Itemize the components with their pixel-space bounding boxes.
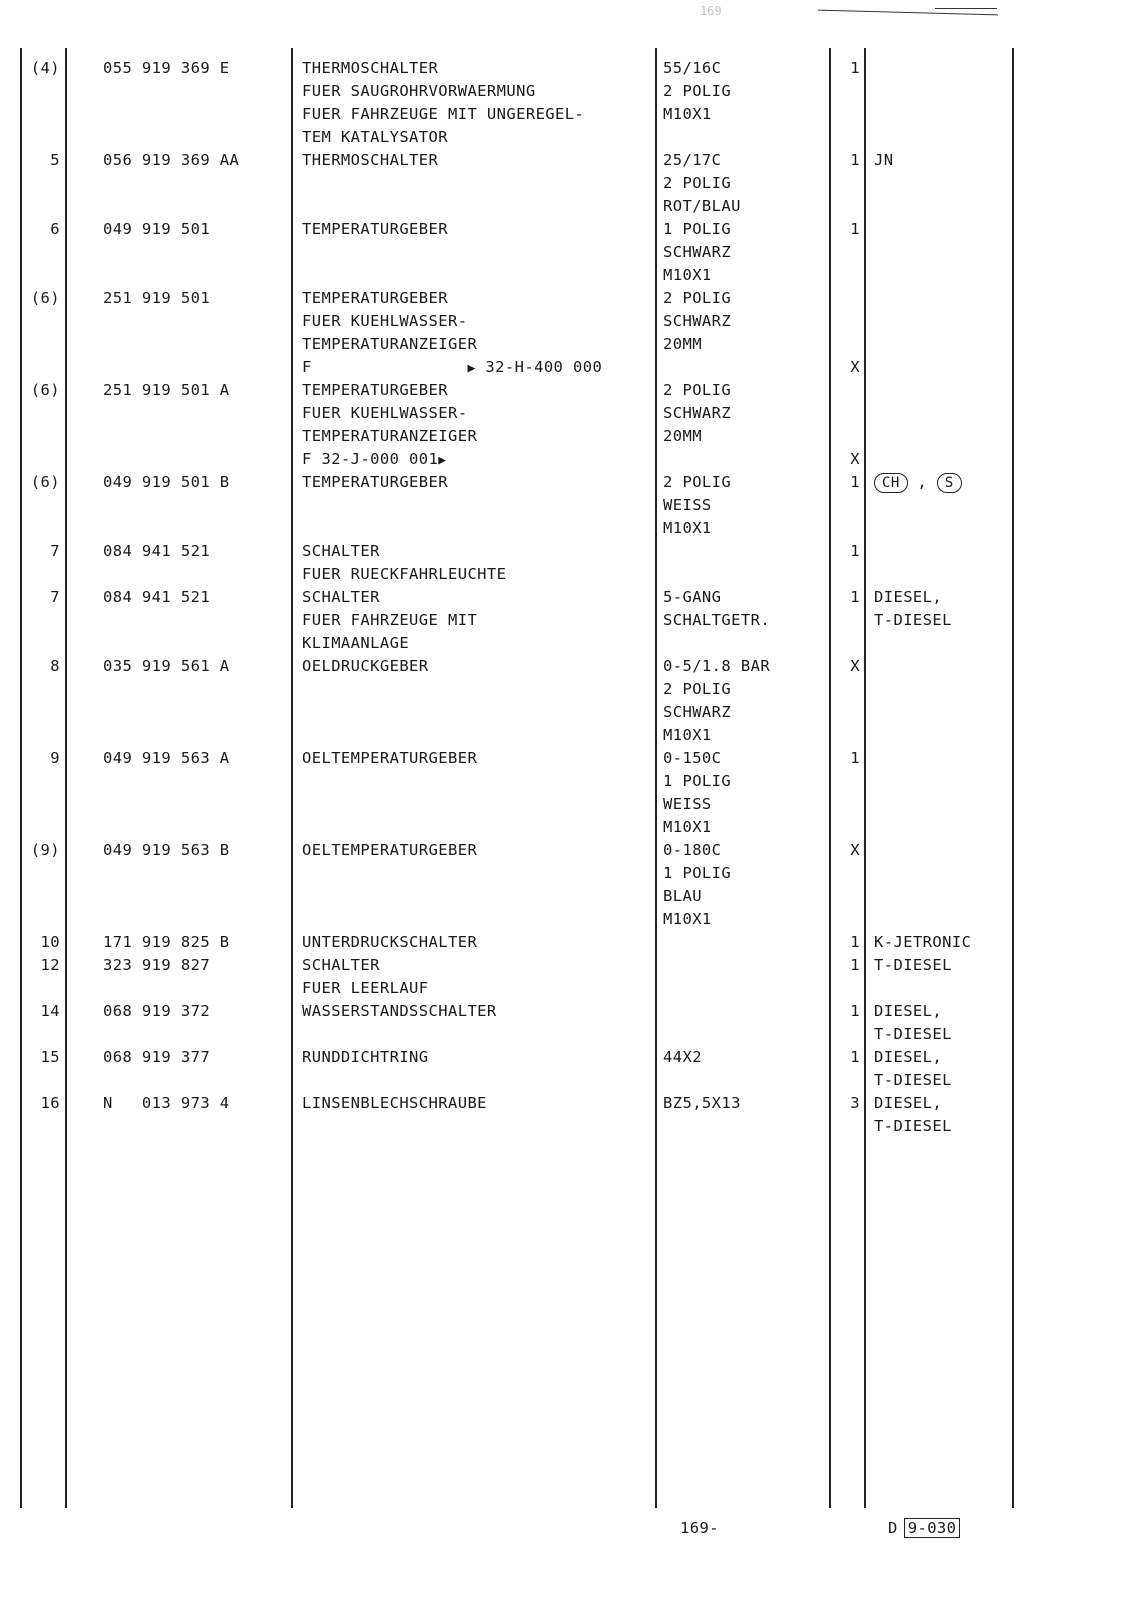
remark (874, 586, 952, 632)
position-number: 12 (40, 956, 60, 974)
remark-line: DIESEL, (874, 588, 943, 606)
description-line: OELTEMPERATURGEBER (302, 749, 478, 767)
page-reference (888, 1519, 960, 1537)
description-line: TEMPERATURANZEIGER (302, 427, 478, 445)
description-line: FUER FAHRZEUGE MIT (302, 611, 478, 629)
description-line: FUER KUEHLWASSER- (302, 404, 468, 422)
chassis-number: F 32-J-000 001 (302, 450, 439, 468)
position-number: 8 (50, 657, 60, 675)
description-line: TEMPERATURGEBER (302, 473, 448, 491)
column-rule-right (1012, 48, 1014, 1508)
table-row (0, 287, 1121, 376)
part-number: 251 919 501 A (103, 381, 230, 399)
specification (663, 1046, 702, 1069)
quantity: 1 (850, 59, 860, 77)
description-line: LINSENBLECHSCHRAUBE (302, 1094, 487, 1112)
description (302, 57, 584, 149)
specification-line: 2 POLIG (663, 82, 732, 100)
description-line: TEMPERATURGEBER (302, 381, 448, 399)
position-number: 6 (50, 220, 60, 238)
description (302, 540, 506, 586)
position-number: 5 (50, 151, 60, 169)
specification-line: SCHALTGETR. (663, 611, 771, 629)
position-number: (4) (30, 59, 60, 77)
table-row (0, 747, 1121, 836)
specification (663, 1092, 741, 1115)
remark-line: T-DIESEL (874, 1117, 952, 1135)
table-row (0, 586, 1121, 652)
description-line: FUER FAHRZEUGE MIT UNGEREGEL- (302, 105, 585, 123)
chassis-prefix: F (302, 358, 312, 376)
quantity: X (850, 358, 860, 376)
position-number: (6) (30, 289, 60, 307)
chassis-number: 32-H-400 000 (485, 358, 603, 376)
top-rule (818, 10, 998, 16)
description-line: RUNDDICHTRING (302, 1048, 429, 1066)
remark (874, 149, 893, 172)
remark (874, 931, 971, 954)
column-rule-qty (864, 48, 866, 1508)
part-number: 049 919 563 B (103, 841, 230, 859)
table-row (0, 931, 1121, 951)
description (302, 1046, 429, 1069)
specification (663, 57, 731, 126)
position-number: 14 (40, 1002, 60, 1020)
column-rule-pos (65, 48, 67, 1508)
quantity: 1 (850, 1002, 860, 1020)
column-rule-left (20, 48, 22, 1508)
specification-line: 1 POLIG (663, 864, 732, 882)
remark-line: K-JETRONIC (874, 933, 972, 951)
specification-line: WEISS (663, 795, 712, 813)
remark (874, 1046, 952, 1092)
remark (874, 471, 962, 494)
page-reference-box: 9-030 (904, 1518, 961, 1538)
description (302, 149, 438, 172)
description-line: TEMPERATURANZEIGER (302, 335, 478, 353)
quantity: X (850, 450, 860, 468)
specification (663, 287, 731, 356)
quantity: 1 (850, 1048, 860, 1066)
table-row (0, 379, 1121, 468)
specification-line: 5-GANG (663, 588, 722, 606)
column-rule-desc (655, 48, 657, 1508)
part-number: 068 919 377 (103, 1048, 211, 1066)
description-line: TEMPERATURGEBER (302, 289, 448, 307)
part-number: 049 919 501 (103, 220, 211, 238)
specification-line: 2 POLIG (663, 289, 732, 307)
specification-line: BZ5,5X13 (663, 1094, 741, 1112)
remark-line: T-DIESEL (874, 956, 952, 974)
part-number: 056 919 369 AA (103, 151, 240, 169)
position-number: 15 (40, 1048, 60, 1066)
description-line: KLIMAANLAGE (302, 634, 410, 652)
specification (663, 149, 741, 218)
remark (874, 1000, 952, 1046)
remark-line: CH , S (874, 471, 962, 494)
description (302, 1000, 497, 1023)
remark-line: T-DIESEL (874, 611, 952, 629)
description-line: TEM KATALYSATOR (302, 128, 448, 146)
part-number: N 013 973 4 (103, 1094, 230, 1112)
specification-line: SCHWARZ (663, 404, 732, 422)
quantity: X (850, 841, 860, 859)
part-number: 171 919 825 B (103, 933, 230, 951)
table-row (0, 471, 1121, 537)
position-number: (6) (30, 473, 60, 491)
specification-line: M10X1 (663, 726, 712, 744)
description-line: FUER KUEHLWASSER- (302, 312, 468, 330)
quantity: 1 (850, 473, 860, 491)
description-line: FUER SAUGROHRVORWAERMUNG (302, 82, 536, 100)
description-line: SCHALTER (302, 542, 380, 560)
specification-line: 0-5/1.8 BAR (663, 657, 771, 675)
description-line: OELTEMPERATURGEBER (302, 841, 478, 859)
specification (663, 218, 731, 287)
specification-line: 20MM (663, 427, 702, 445)
remark-line: JN (874, 151, 894, 169)
specification-line: 0-180C (663, 841, 722, 859)
specification (663, 586, 770, 632)
part-number: 084 941 521 (103, 588, 211, 606)
description (302, 379, 477, 448)
part-number: 251 919 501 (103, 289, 211, 307)
part-number: 035 919 561 A (103, 657, 230, 675)
position-number: 9 (50, 749, 60, 767)
description (302, 218, 448, 241)
remark-line: DIESEL, (874, 1048, 943, 1066)
position-number: (9) (30, 841, 60, 859)
description (302, 931, 477, 954)
quantity: X (850, 657, 860, 675)
specification-line: SCHWARZ (663, 243, 732, 261)
table-row (0, 1046, 1121, 1089)
table-row (0, 954, 1121, 997)
part-number: 055 919 369 E (103, 59, 230, 77)
specification-line: SCHWARZ (663, 703, 732, 721)
country-badge: CH (874, 473, 908, 493)
specification (663, 747, 731, 839)
specification-line: ROT/BLAU (663, 197, 741, 215)
table-row (0, 57, 1121, 146)
specification-line: M10X1 (663, 266, 712, 284)
specification-line: WEISS (663, 496, 712, 514)
top-rule-short (935, 8, 997, 9)
chassis-arrow-icon: ▶ (438, 453, 447, 468)
remark-line: DIESEL, (874, 1094, 943, 1112)
remark-line: DIESEL, (874, 1002, 943, 1020)
part-number: 049 919 501 B (103, 473, 230, 491)
remark (874, 954, 952, 977)
quantity: 1 (850, 542, 860, 560)
quantity: 1 (850, 151, 860, 169)
table-row (0, 839, 1121, 928)
specification-line: 44X2 (663, 1048, 702, 1066)
part-number: 084 941 521 (103, 542, 211, 560)
description-line: WASSERSTANDSSCHALTER (302, 1002, 497, 1020)
remark (874, 1092, 952, 1138)
table-row (0, 540, 1121, 583)
table-row (0, 218, 1121, 284)
remark-line: T-DIESEL (874, 1025, 952, 1043)
page-number: 169- (680, 1519, 719, 1537)
specification-line: 20MM (663, 335, 702, 353)
specification-line: 1 POLIG (663, 772, 732, 790)
page-reference-prefix: D (888, 1519, 898, 1537)
specification-line: 2 POLIG (663, 680, 732, 698)
table-row (0, 1000, 1121, 1043)
specification-line: 0-150C (663, 749, 722, 767)
quantity: 1 (850, 749, 860, 767)
table-row (0, 655, 1121, 744)
quantity: 1 (850, 956, 860, 974)
specification-line: SCHWARZ (663, 312, 732, 330)
specification (663, 471, 731, 540)
description-line: UNTERDRUCKSCHALTER (302, 933, 478, 951)
chassis-range (302, 356, 602, 380)
description-line: SCHALTER (302, 956, 380, 974)
specification-line: 2 POLIG (663, 174, 732, 192)
column-rule-part (291, 48, 293, 1508)
table-row (0, 149, 1121, 215)
part-number: 049 919 563 A (103, 749, 230, 767)
chassis-arrow-icon: ▶ (467, 361, 476, 376)
position-number: 16 (40, 1094, 60, 1112)
specification (663, 379, 731, 448)
specification-line: 25/17C (663, 151, 722, 169)
description (302, 1092, 487, 1115)
specification-line: M10X1 (663, 910, 712, 928)
specification-line: M10X1 (663, 105, 712, 123)
remark-line: T-DIESEL (874, 1071, 952, 1089)
quantity: 3 (850, 1094, 860, 1112)
quantity: 1 (850, 220, 860, 238)
description (302, 747, 477, 770)
description (302, 287, 477, 356)
specification-line: M10X1 (663, 519, 712, 537)
part-number: 068 919 372 (103, 1002, 211, 1020)
table-row (0, 1092, 1121, 1135)
description (302, 839, 477, 862)
description (302, 655, 429, 678)
specification-line: BLAU (663, 887, 702, 905)
description (302, 954, 429, 1000)
quantity: 1 (850, 933, 860, 951)
position-number: 10 (40, 933, 60, 951)
specification-line: 55/16C (663, 59, 722, 77)
specification-line: 2 POLIG (663, 381, 732, 399)
description-line: THERMOSCHALTER (302, 151, 439, 169)
quantity: 1 (850, 588, 860, 606)
description-line: FUER LEERLAUF (302, 979, 429, 997)
top-corner-mark: 169 (700, 4, 722, 18)
position-number: 7 (50, 588, 60, 606)
specification (663, 839, 731, 931)
position-number: 7 (50, 542, 60, 560)
description (302, 471, 448, 494)
position-number: (6) (30, 381, 60, 399)
description-line: SCHALTER (302, 588, 380, 606)
specification-line: 1 POLIG (663, 220, 732, 238)
country-badge: S (937, 473, 962, 493)
specification (663, 655, 770, 747)
description-line: FUER RUECKFAHRLEUCHTE (302, 565, 507, 583)
description (302, 586, 477, 655)
column-rule-spec (829, 48, 831, 1508)
specification-line: M10X1 (663, 818, 712, 836)
specification-line: 2 POLIG (663, 473, 732, 491)
description-line: OELDRUCKGEBER (302, 657, 429, 675)
part-number: 323 919 827 (103, 956, 211, 974)
description-line: TEMPERATURGEBER (302, 220, 448, 238)
description-line: THERMOSCHALTER (302, 59, 439, 77)
chassis-range (302, 448, 446, 472)
